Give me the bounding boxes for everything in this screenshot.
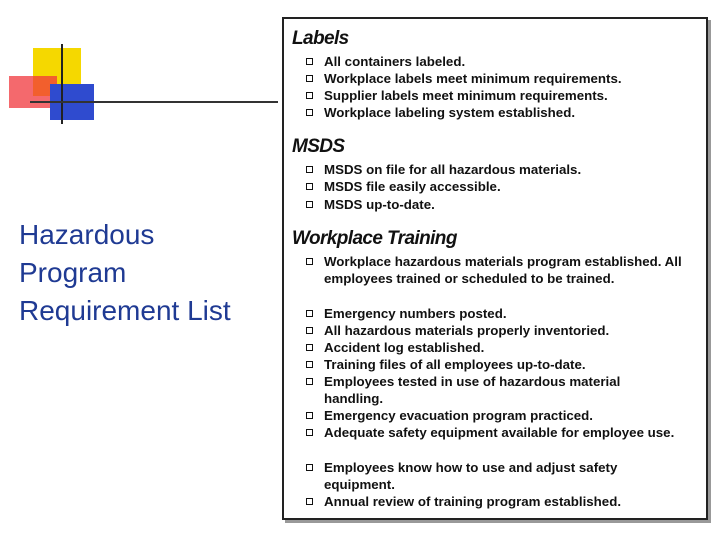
checklist-item-text: MSDS up-to-date. — [324, 197, 435, 212]
slide-title-line: Hazardous — [19, 219, 155, 250]
checklist-item-text: Accident log established. — [324, 340, 485, 355]
slide-title-line: Program — [19, 257, 127, 288]
checklist-item — [306, 253, 682, 287]
checkbox-icon — [306, 344, 313, 351]
checkbox-icon — [306, 498, 313, 505]
checklist-item — [306, 407, 698, 424]
checkbox-icon — [306, 75, 313, 82]
checkbox-icon — [306, 361, 313, 368]
checklist-item — [306, 305, 698, 322]
checklist-item — [306, 161, 698, 178]
checkbox-icon — [306, 327, 313, 334]
checkbox-icon — [306, 109, 313, 116]
checklist-item-text: MSDS file easily accessible. — [324, 179, 501, 194]
checkbox-icon — [306, 378, 313, 385]
checklist-item — [306, 87, 698, 104]
logo-horizontal-line — [30, 101, 278, 103]
checklist-item — [306, 373, 682, 407]
checklist-item-text: Employees know how to use and adjust safety equipment. — [324, 460, 618, 492]
checkbox-icon — [306, 412, 313, 419]
checklist-item — [306, 356, 698, 373]
checkbox-icon — [306, 258, 313, 265]
checkbox-icon — [306, 183, 313, 190]
checklist-item — [306, 493, 698, 510]
checklist-item-text: Annual review of training program established. — [324, 494, 622, 509]
checklist-document — [282, 17, 708, 520]
checklist-item-text: Workplace hazardous materials program established. All employees trained or scheduled to be trained. — [324, 254, 682, 286]
checklist-item — [306, 459, 656, 493]
checklist-item-text: Training files of all employees up-to-date. — [324, 357, 586, 372]
checkbox-icon — [306, 201, 313, 208]
checklist-item-text: All hazardous materials properly inventoried. — [324, 323, 610, 338]
checklist-item-text: All containers labeled. — [324, 54, 466, 69]
section-heading-msds: MSDS — [292, 136, 345, 157]
checkbox-icon — [306, 92, 313, 99]
checklist-item — [306, 53, 698, 70]
slide-title — [19, 216, 269, 330]
checklist-item-text: Workplace labels meet minimum requirements. — [324, 71, 622, 86]
checklist-item — [306, 104, 698, 121]
slide-title-line: Requirement List — [19, 295, 231, 326]
checklist-item-text: Employees tested in use of hazardous material handling. — [324, 374, 621, 406]
checkbox-icon — [306, 166, 313, 173]
checklist-item — [306, 424, 691, 441]
checklist-item — [306, 322, 698, 339]
checklist-item — [306, 70, 698, 87]
section-heading-workplace-training: Workplace Training — [292, 228, 457, 249]
section-heading-labels: Labels — [292, 28, 349, 49]
checklist-item-text: MSDS on file for all hazardous materials. — [324, 162, 582, 177]
checklist-item-text: Supplier labels meet minimum requirements. — [324, 88, 608, 103]
checkbox-icon — [306, 310, 313, 317]
checklist-item-text: Emergency evacuation program practiced. — [324, 408, 593, 423]
logo-vertical-line — [61, 44, 63, 124]
checklist-item-text: Emergency numbers posted. — [324, 306, 507, 321]
checklist-item — [306, 339, 698, 356]
checklist-item-text: Workplace labeling system established. — [324, 105, 576, 120]
checkbox-icon — [306, 429, 313, 436]
checklist-item-text: Adequate safety equipment available for employee use. — [324, 425, 675, 440]
checkbox-icon — [306, 58, 313, 65]
checkbox-icon — [306, 464, 313, 471]
checklist-item — [306, 178, 698, 195]
checklist-item — [306, 196, 698, 213]
